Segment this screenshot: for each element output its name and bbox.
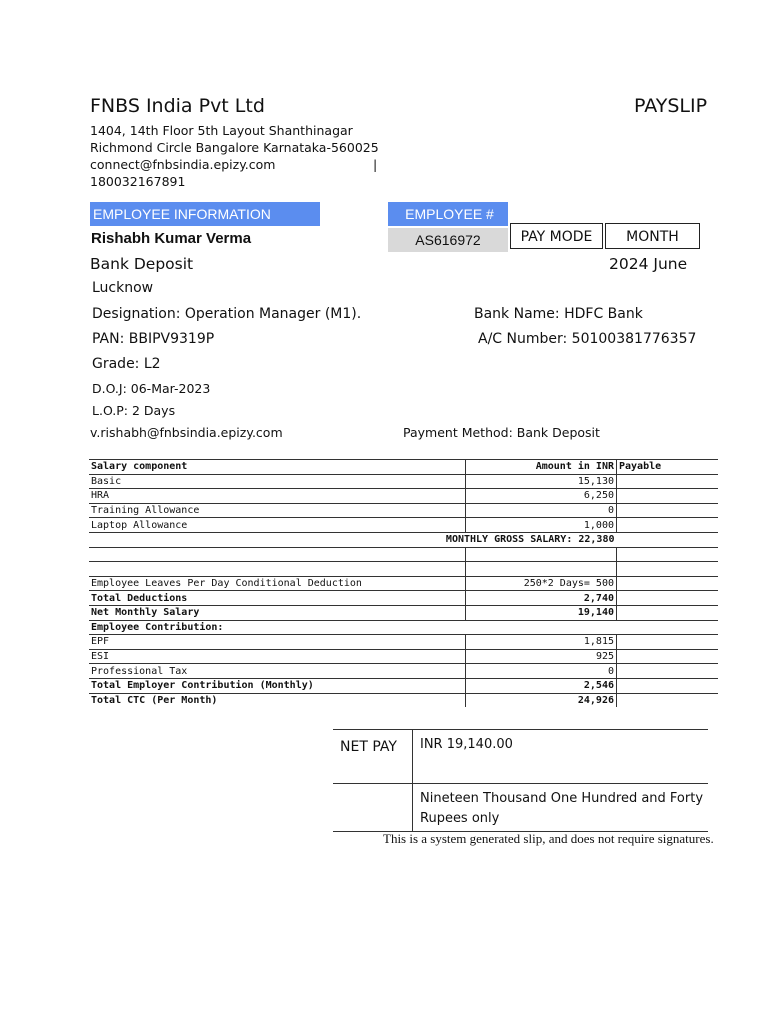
- employee-pan: PAN: BBIPV9319P: [92, 331, 215, 347]
- net-pay-row: [333, 730, 708, 784]
- contribution-amount: 925: [466, 649, 617, 664]
- pay-mode-value: Bank Deposit: [90, 255, 194, 273]
- monthly-gross-salary: MONTHLY GROSS SALARY: 22,380: [445, 534, 615, 546]
- empty-cell: [466, 562, 617, 577]
- table-row: [89, 649, 718, 664]
- table-row: [89, 503, 718, 518]
- component-name: HRA: [89, 489, 466, 504]
- component-name: Basic: [89, 474, 466, 489]
- total-employer-contribution-amount: 2,546: [466, 678, 617, 693]
- employee-city: Lucknow: [92, 280, 154, 296]
- employee-grade: Grade: L2: [92, 356, 161, 372]
- empty-cell: [466, 547, 617, 562]
- total-deductions-label: Total Deductions: [89, 591, 466, 606]
- header-component: Salary component: [89, 460, 466, 475]
- loss-of-pay: L.O.P: 2 Days: [92, 403, 176, 418]
- payable-cell: [617, 635, 719, 650]
- payable-cell: [617, 591, 719, 606]
- deduction-amount: 250*2 Days= 500: [466, 576, 617, 591]
- net-monthly-salary-label: Net Monthly Salary: [89, 605, 466, 620]
- table-row: [89, 635, 718, 650]
- empty-cell: [89, 562, 466, 577]
- bank-name: Bank Name: HDFC Bank: [474, 306, 643, 322]
- component-name: Laptop Allowance: [89, 518, 466, 533]
- table-header-row: [89, 460, 718, 475]
- component-amount: 0: [466, 503, 617, 518]
- table-row: [89, 693, 718, 707]
- total-ctc-label: Total CTC (Per Month): [91, 694, 218, 706]
- contribution-name: ESI: [89, 649, 466, 664]
- header-payable: Payable: [617, 460, 719, 475]
- payable-cell: [617, 474, 719, 489]
- payable-cell: [617, 489, 719, 504]
- employee-information-header: EMPLOYEE INFORMATION: [90, 202, 320, 226]
- employee-number-header: EMPLOYEE #: [388, 202, 508, 226]
- table-row: [89, 678, 718, 693]
- contribution-amount: 0: [466, 664, 617, 679]
- table-row: [89, 591, 718, 606]
- empty-cell: [89, 547, 466, 562]
- company-phone: 180032167891: [90, 174, 186, 189]
- empty-cell: [466, 620, 617, 635]
- payable-cell: [617, 664, 719, 679]
- document-title: PAYSLIP: [634, 95, 708, 117]
- employee-id: AS616972: [388, 228, 508, 252]
- net-pay-words-row: [333, 784, 708, 832]
- pay-mode-header: PAY MODE: [510, 223, 603, 249]
- gross-row: [89, 532, 718, 547]
- table-row: [89, 518, 718, 533]
- employee-designation: Designation: Operation Manager (M1).: [92, 306, 362, 322]
- total-employer-contribution-label: Total Employer Contribution (Monthly): [89, 678, 466, 693]
- separator: |: [373, 157, 378, 172]
- net-monthly-salary-amount: 19,140: [466, 605, 617, 620]
- table-row: [89, 489, 718, 504]
- month-value: 2024 June: [609, 255, 688, 273]
- net-pay-words: Nineteen Thousand One Hundred and Forty Rupees only: [413, 784, 709, 832]
- table-row: [89, 620, 718, 635]
- component-name: Training Allowance: [89, 503, 466, 518]
- empty-cell: [617, 562, 719, 577]
- date-of-joining: D.O.J: 06-Mar-2023: [92, 381, 211, 396]
- salary-table: [89, 459, 718, 707]
- payable-cell: [617, 576, 719, 591]
- employee-name: Rishabh Kumar Verma: [91, 230, 252, 247]
- contribution-name: EPF: [89, 635, 466, 650]
- month-header: MONTH: [605, 223, 700, 249]
- table-row: [89, 474, 718, 489]
- empty-cell: [617, 620, 719, 635]
- payable-cell: [617, 503, 719, 518]
- payable-cell: [617, 605, 719, 620]
- deduction-name: Employee Leaves Per Day Conditional Deduction: [89, 576, 466, 591]
- company-address: [90, 122, 380, 190]
- address-text: 1404, 14th Floor 5th Layout Shanthinagar Richmond Circle Bangalore Karnataka-560025 connect@fnbsindia.epizy.com: [90, 123, 379, 172]
- company-name: FNBS India Pvt Ltd: [90, 95, 265, 117]
- component-amount: 1,000: [466, 518, 617, 533]
- employee-contribution-label: Employee Contribution:: [91, 621, 224, 633]
- footer-note: This is a system generated slip, and does not require signatures.: [383, 831, 714, 846]
- payable-cell: [617, 532, 719, 547]
- spacer-row: [89, 562, 718, 577]
- account-number: A/C Number: 50100381776357: [478, 331, 697, 347]
- contribution-name: Professional Tax: [89, 664, 466, 679]
- table-row: [89, 576, 718, 591]
- payable-cell: [617, 518, 719, 533]
- net-pay-amount: INR 19,140.00: [413, 730, 709, 784]
- net-pay-label: NET PAY: [333, 730, 413, 784]
- employee-email: v.rishabh@fnbsindia.epizy.com: [90, 425, 283, 440]
- table-row: [89, 605, 718, 620]
- total-ctc-amount: 24,926: [466, 693, 617, 707]
- empty-cell: [617, 547, 719, 562]
- header-amount: Amount in INR: [466, 460, 617, 475]
- empty-cell: [333, 784, 413, 832]
- table-row: [89, 664, 718, 679]
- component-amount: 6,250: [466, 489, 617, 504]
- total-deductions-amount: 2,740: [466, 591, 617, 606]
- contribution-amount: 1,815: [466, 635, 617, 650]
- payable-cell: [617, 693, 719, 707]
- payment-method: Payment Method: Bank Deposit: [403, 425, 600, 440]
- component-amount: 15,130: [466, 474, 617, 489]
- spacer-row: [89, 547, 718, 562]
- net-pay-table: [333, 729, 708, 832]
- payable-cell: [617, 678, 719, 693]
- payable-cell: [617, 649, 719, 664]
